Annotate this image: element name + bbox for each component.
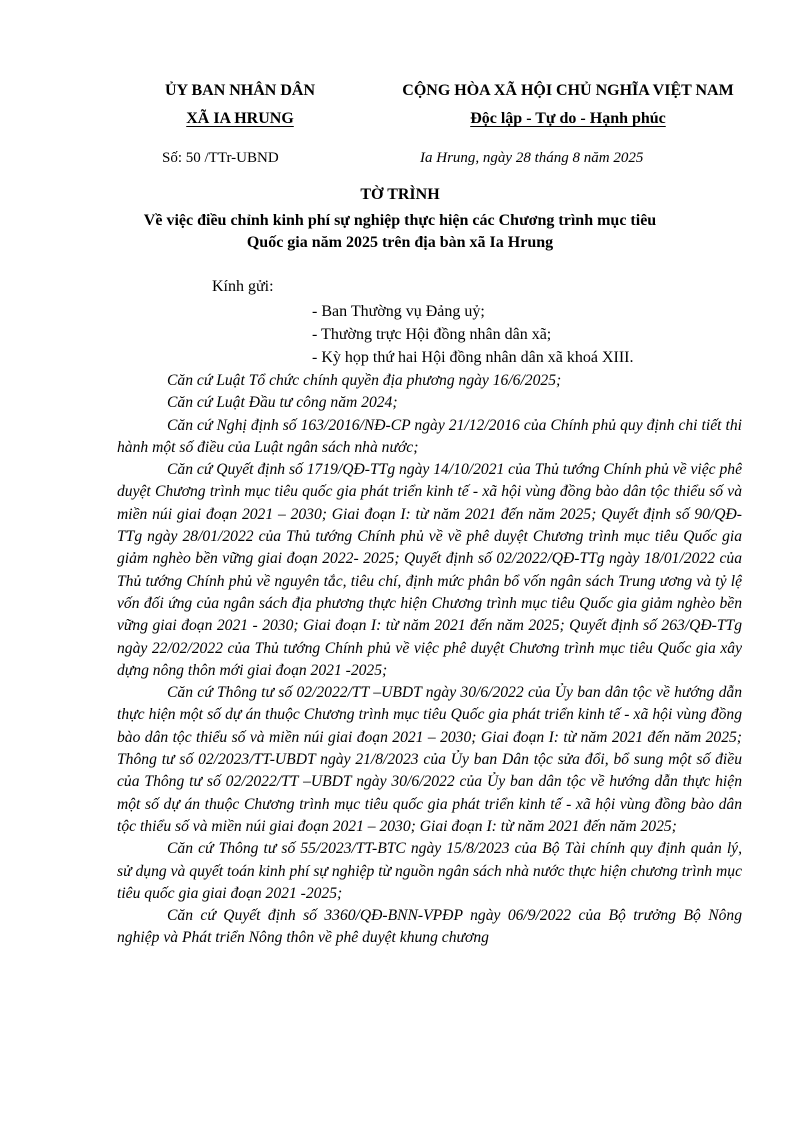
recipients-list xyxy=(312,300,634,369)
legal-basis-paragraph: Căn cứ Quyết định số 1719/QĐ-TTg ngày 14/10/2021 của Thủ tướng Chính phủ về việc phê duyệt Chương trình mục tiêu quốc gia phát triển kinh tế - xã hội vùng đồng bào dân tộc thiểu số và miền núi giai đoạn 2021 – 2030; Giai đoạn I: từ năm 2021 đến năm 2025; Quyết định số 90/QĐ-TTg ngày 28/01/2022 của Thủ tướng Chính phủ về về phê duyệt Chương trình mục tiêu Quốc gia giảm nghèo bền vững giai đoạn 2022- 2025; Quyết định số 02/2022/QĐ-TTg ngày 18/01/2022 của Thủ tướng Chính phủ về nguyên tắc, tiêu chí, định mức phân bổ vốn ngân sách Trung ương và tỷ lệ vốn đối ứng của ngân sách địa phương thực hiện Chương trình mục tiêu Quốc gia giảm nghèo bền vững giai đoạn 2021 - 2030; Giai đoạn I: từ năm 2021 đến năm 2025; Quyết định số 263/QĐ-TTg ngày 22/02/2022 của Thủ tướng Chính phủ về việc phê duyệt Chương trình mục tiêu Quốc gia xây dựng nông thôn mới giai đoạn 2021 -2025; xyxy=(117,461,742,679)
legal-basis-paragraph: Căn cứ Thông tư số 02/2022/TT –UBDT ngày 30/6/2022 của Ủy ban dân tộc về hướng dẫn thực hiện một số dự án thuộc Chương trình mục tiêu Quốc gia phát triển kinh tế - xã hội vùng đồng bào dân tộc thiểu số và miền núi giai đoạn 2021 – 2030; Giai đoạn I: từ năm 2021 đến năm 2025; Thông tư số 02/2023/TT-UBDT ngày 21/8/2023 của Ủy ban Dân tộc sửa đổi, bổ sung một số điều của Thông tư số 02/2022/TT –UBDT ngày 30/6/2022 của Ủy ban dân tộc về hướng dẫn thực hiện một số dự án thuộc Chương trình mục tiêu quốc gia phát triển kinh tế - xã hội vùng đồng bào dân tộc thiểu số và miền núi giai đoạn 2021 – 2030; Giai đoạn I: từ năm 2021 đến năm 2025; xyxy=(117,684,742,835)
legal-basis-paragraph: Căn cứ Nghị định số 163/2016/NĐ-CP ngày 21/12/2016 của Chính phủ quy định chi tiết thi hành một số điều của Luật ngân sách nhà nước; xyxy=(117,416,742,456)
nation-name: CỘNG HÒA XÃ HỘI CHỦ NGHĨA VIỆT NAM xyxy=(402,82,734,99)
authority-line-1: ỦY BAN NHÂN DÂN xyxy=(164,82,316,99)
recipient-item: - Ban Thường vụ Đảng uỷ; xyxy=(312,303,485,320)
document-body xyxy=(117,370,742,950)
recipient-item: - Thường trực Hội đồng nhân dân xã; xyxy=(312,326,552,343)
authority-line-2: XÃ IA HRUNG xyxy=(186,110,294,127)
legal-basis-paragraph: Căn cứ Thông tư số 55/2023/TT-BTC ngày 15/8/2023 của Bộ Tài chính quy định quản lý, sử dụng và quyết toán kinh phí sự nghiệp từ nguồn ngân sách nhà nước thực hiện chương trình mục tiêu quốc gia giai đoạn 2021 -2025; xyxy=(117,840,742,902)
recipient-item: - Kỳ họp thứ hai Hội đồng nhân dân xã khoá XIII. xyxy=(312,349,634,366)
subtitle-line-2: Quốc gia năm 2025 trên địa bàn xã Ia Hrung xyxy=(246,234,554,251)
legal-basis-paragraph: Căn cứ Quyết định số 3360/QĐ-BNN-VPĐP ngày 06/9/2022 của Bộ trưởng Bộ Nông nghiệp và Phát triển Nông thôn về phê duyệt khung chương xyxy=(117,907,742,947)
national-motto xyxy=(358,77,778,133)
legal-basis-paragraph: Căn cứ Luật Tổ chức chính quyền địa phương ngày 16/6/2025; xyxy=(167,372,562,389)
legal-basis-paragraph: Căn cứ Luật Đầu tư công năm 2024; xyxy=(167,394,398,412)
document-subtitle xyxy=(0,210,800,254)
subtitle-line-1: Về việc điều chỉnh kinh phí sự nghiệp thực hiện các Chương trình mục tiêu xyxy=(143,212,657,229)
issuing-authority xyxy=(150,77,330,133)
recipients-label: Kính gửi: xyxy=(212,278,274,295)
motto-line: Độc lập - Tự do - Hạnh phúc xyxy=(470,110,666,127)
document-date: Ia Hrung, ngày 28 tháng 8 năm 2025 xyxy=(420,150,644,166)
document-number: Số: 50 /TTr-UBND xyxy=(162,150,279,166)
document-title: TỜ TRÌNH xyxy=(360,186,440,203)
